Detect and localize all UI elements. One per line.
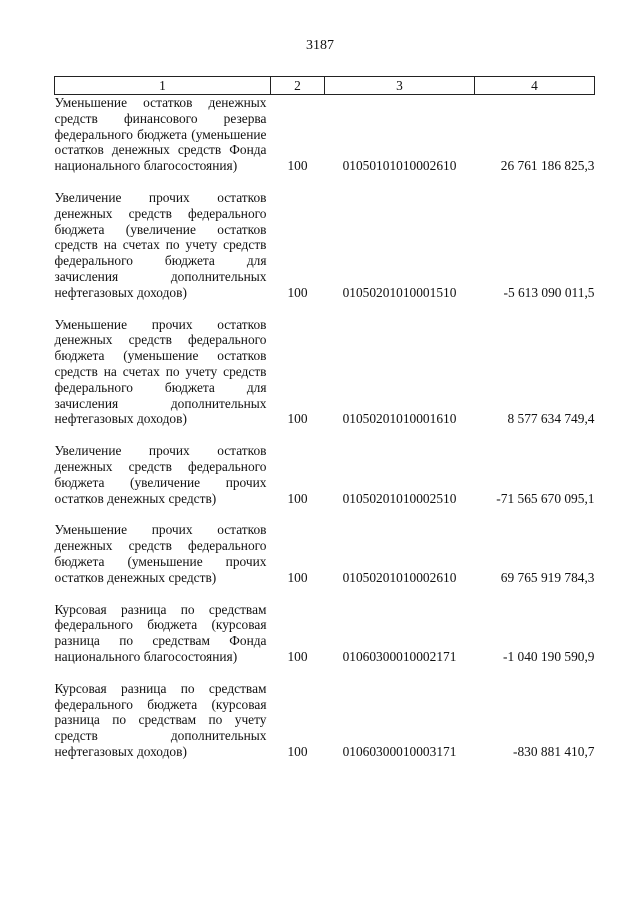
budget-table [54,76,595,776]
row-kbk: 01050201010001610 [342,411,457,427]
row-description: Уменьшение прочих остатков денежных средств федерального бюджета (уменьшение прочих остатков денежных средств) [54,522,267,585]
row-code: 100 [287,411,308,427]
row-kbk: 01060300010003171 [342,743,457,759]
column-header-2: 2 [271,77,325,95]
row-description: Увеличение прочих остатков денежных средств федерального бюджета (увеличение прочих остатков денежных средств) [54,443,267,506]
row-kbk: 01050201010002510 [342,490,457,506]
row-kbk: 01050201010001510 [342,284,457,300]
row-description: Курсовая разница по средствам федерального бюджета (курсовая разница по средствам Фонда национального благосостояния) [54,601,267,664]
column-header-3: 3 [325,77,475,95]
row-code: 100 [287,490,308,506]
row-description: Уменьшение остатков денежных средств финансового резерва федерального бюджета (уменьшение остатков денежных средств Фонда национального благосостояния) [54,95,267,174]
row-code: 100 [287,648,308,664]
row-amount: -5 613 090 011,5 [503,284,595,300]
table-row [55,522,595,601]
table-row [55,190,595,317]
row-description: Уменьшение прочих остатков денежных средств федерального бюджета (уменьшение остатков средств на счетах по учету средств федерального бюджета для зачисления дополнительных нефтегазовых доходов) [54,316,267,427]
table-row [55,602,595,681]
row-code: 100 [287,158,308,174]
row-description: Курсовая разница по средствам федерального бюджета (курсовая разница по средствам по учету средств дополнительных нефтегазовых доходов) [54,680,267,759]
row-code: 100 [287,743,308,759]
row-kbk: 01050101010002610 [342,158,457,174]
column-header-1: 1 [55,77,271,95]
table-row [55,95,595,190]
row-amount: 26 761 186 825,3 [500,158,595,174]
row-amount: -830 881 410,7 [513,743,595,759]
page-number: 3187 [306,38,334,53]
row-code: 100 [287,284,308,300]
row-amount: 8 577 634 749,4 [507,411,595,427]
row-amount: 69 765 919 784,3 [500,569,595,585]
row-code: 100 [287,569,308,585]
row-amount: -71 565 670 095,1 [496,490,595,506]
row-amount: -1 040 190 590,9 [503,648,595,664]
column-header-4: 4 [475,77,595,95]
row-kbk: 01050201010002610 [342,569,457,585]
table-row [55,443,595,522]
table-row [55,317,595,444]
table-header-row [55,77,595,95]
table-row [55,681,595,776]
row-description: Увеличение прочих остатков денежных средств федерального бюджета (увеличение остатков средств на счетах по учету средств федерального бюджета для зачисления дополнительных нефтегазовых доходов) [54,189,267,300]
row-kbk: 01060300010002171 [342,648,457,664]
